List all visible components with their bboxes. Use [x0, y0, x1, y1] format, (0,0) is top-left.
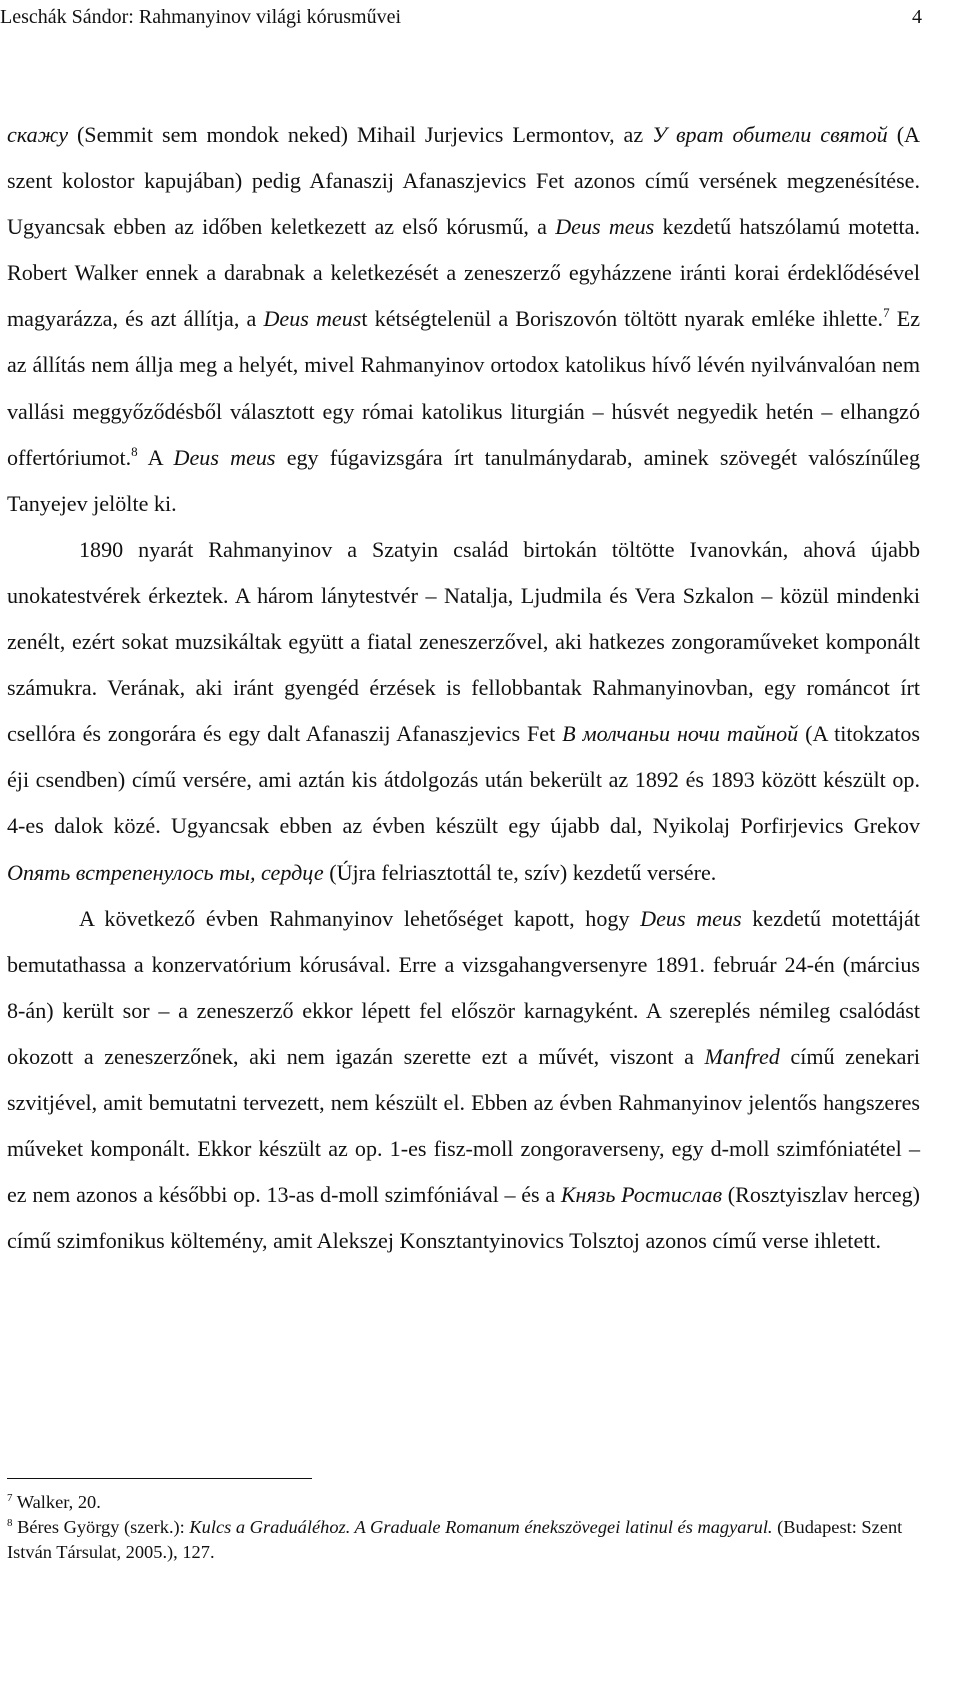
text-run: Ez az állítás nem állja meg a helyét, mivel Rahmanyinov ortodox katolikus hívő lévén nyilvánvalóan nem vallási meggyőződésből választott egy római katolikus liturgián – húsvét negyedik hetén – elhangzó offertóriumot. — [7, 306, 921, 470]
paragraph-3 — [7, 896, 920, 1265]
text-run: című zenekari szvitjével, amit bemutatni tervezett, nem készült el. Ebben az évben Rahmanyinov jelentős hangszeres műveket komponált. Ekkor készült az op. 1-es fisz-moll zongoraverseny, egy d-moll szimfóniatétel – ez nem azonos a későbbi op. 13-as d-moll szimfóniával – és a — [7, 1043, 920, 1208]
text-run: A következő évben Rahmanyinov lehetőséget kapott, hogy — [79, 905, 641, 931]
russian-title: Опять встрепенулось ты, сердце — [7, 859, 324, 885]
text-run: kezdetű hatszólamú motetta. Robert Walker ennek a darabnak a keletkezését a zeneszerző egyházzene iránti korai érdeklődésével magyarázza, és azt állítja, a — [7, 214, 920, 332]
text-run: t kétségtelenül a Boriszovón töltött nyarak emléke ihlette. — [361, 306, 884, 332]
text-run: (Rosztyiszlav herceg) című szimfonikus költemény, amit Alekszej Konsztantyinovics Tolsztoj azonos című verse ihletett. — [7, 1182, 921, 1254]
work-title: Deus meus — [640, 905, 742, 931]
russian-title: скажу — [7, 122, 68, 147]
text-run: kezdetű motettáját bemutathassa a konzervatórium kórusával. Erre a vizsgahangversenyre 1891. február 24-én (március 8-án) került sor – a zeneszerző ekkor lépett fel először karnagyként. A szereplés némileg csalódást okozott a zeneszerzőnek, aki nem igazán szerette ezt a művét, viszont a — [7, 905, 920, 1069]
russian-title: У врат обители святой — [652, 122, 888, 147]
page-number: 4 — [912, 6, 922, 28]
work-title: Manfred — [704, 1043, 780, 1069]
footnote-text: Walker, 20. — [12, 1492, 101, 1512]
footnote-book-title: Kulcs a Graduáléhoz. A Graduale Romanum énekszövegei latinul és magyarul. — [189, 1517, 773, 1537]
text-run: (Semmit sem mondok neked) Mihail Jurjevics Lermontov, az — [68, 122, 653, 147]
paragraph-2 — [7, 527, 920, 896]
paragraph-1 — [7, 112, 920, 527]
body-text — [7, 112, 920, 1264]
work-title: Deus meus — [173, 444, 276, 470]
text-run: 1890 nyarát Rahmanyinov a Szatyin család birtokán töltötte Ivanovkán, ahová újabb unokatestvérek érkeztek. A három lánytestvér – Natalja, Ljudmila és Vera Szkalon – közül mindenki zenélt, ezért sokat muzsikáltak együtt a fiatal zeneszerzővel, aki hatkezes zongoraműveket komponált számukra. Verának, aki iránt gyengéd érzések is fellobbantak Rahmanyinovban, egy románcot írt csellóra és zongorára és egy dalt Afanaszij Afanaszjevics Fet — [7, 536, 920, 747]
footnote-text: (Budapest: Szent István Társulat, 2005.), 127. — [7, 1517, 903, 1562]
footnote-ref-7[interactable]: 7 — [883, 305, 890, 321]
russian-title: В молчаньи ночи тайной — [562, 721, 799, 747]
footnotes — [7, 1490, 920, 1565]
running-title: Leschák Sándor: Rahmanyinov világi kórusművei — [0, 6, 402, 28]
footnote-7 — [7, 1490, 920, 1515]
text-run: egy fúgavizsgára írt tanulmánydarab, aminek szövegét valószínűleg Tanyejev jelölte ki. — [7, 444, 920, 516]
text-run: (A titokzatos éji csendben) című versére, ami aztán kis átdolgozás után bekerült az 1892 és 1893 között készült op. 4-es dalok közé. Ugyancsak ebben az évben készült egy újabb dal, Nyikolaj Porfirjevics Grekov — [7, 721, 920, 839]
running-header — [0, 2, 922, 32]
footnote-ref-8[interactable]: 8 — [131, 443, 138, 459]
footnote-number: 7 — [7, 1492, 13, 1504]
work-title: Deus meus — [263, 306, 362, 332]
text-run: (A szent kolostor kapujában) pedig Afanaszij Afanaszjevics Fet azonos című versének megzenésítése. Ugyancsak ebben az időben keletkezett az első kórusmű, a — [7, 122, 921, 240]
footnote-separator — [7, 1478, 312, 1479]
text-run: A — [137, 444, 174, 470]
footnote-number: 8 — [7, 1517, 13, 1529]
text-run: (Újra felriasztottál te, szív) kezdetű versére. — [323, 859, 717, 885]
russian-title: Князь Ростислав — [560, 1182, 723, 1208]
work-title: Deus meus — [555, 214, 655, 240]
footnote-text: Béres György (szerk.): — [12, 1517, 190, 1537]
footnote-8 — [7, 1515, 920, 1565]
